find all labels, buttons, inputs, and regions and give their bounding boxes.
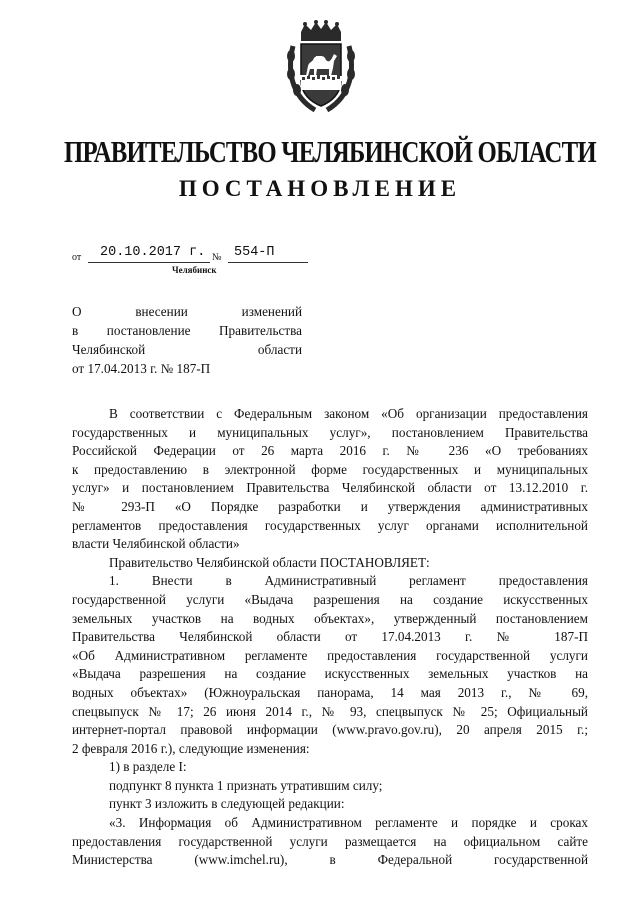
body-line: 2 февраля 2016 г.), следующие изменения:: [72, 740, 310, 756]
body-line: Правительства Челябинской области от 17.04.2013 г. № 187-П: [72, 629, 588, 645]
body-line: Министерства (www.imchel.ru), в Федеральной государственной: [72, 852, 588, 868]
document-number: 554-П: [234, 245, 275, 260]
body-line: услуг» и постановлением Правительства Челябинской области от 13.12.2010 г.: [72, 480, 588, 496]
body-line: подпункт 8 пункта 1 признать утратившим силу;: [109, 777, 383, 793]
date-prefix: от: [72, 252, 82, 263]
coat-of-arms-icon: [285, 20, 357, 112]
body-line: земельных участков на водных объектах», утвержденный постановлением: [72, 610, 588, 626]
body-line: № 293-П «О Порядке разработки и утверждения административных: [72, 498, 588, 514]
body-line: государственных и муниципальных услуг», постановлением Правительства: [72, 424, 588, 440]
body-line: Правительство Челябинской области ПОСТАНОВЛЯЕТ:: [109, 554, 430, 570]
subject-block: [72, 302, 302, 378]
body-line: В соответствии с Федеральным законом «Об организации предоставления: [109, 406, 588, 421]
body-line: «Выдача разрешения на создание искусственных земельных участков на: [72, 666, 588, 682]
date-underline: [88, 262, 210, 263]
body-line: государственной услуги «Выдача разрешения на создание искусственных: [72, 591, 588, 607]
subject-line: О внесении изменений: [72, 304, 302, 319]
body-line: «Об Административном регламенте предоставления государственной услуги: [72, 647, 588, 663]
document-type: ПОСТАНОВЛЕНИЕ: [178, 176, 462, 201]
government-title: ПРАВИТЕЛЬСТВО ЧЕЛЯБИНСКОЙ ОБЛАСТИ: [64, 134, 596, 169]
body-line: «3. Информация об Административном регламенте и порядке и сроках: [109, 815, 588, 831]
body-line: власти Челябинской области»: [72, 536, 240, 552]
city-label: Челябинск: [172, 265, 217, 275]
body-text: [72, 405, 588, 870]
body-line: регламентов предоставления государственных услуг органами исполнительной: [72, 517, 588, 533]
body-line: 1) в разделе I:: [109, 759, 187, 775]
body-line: предоставления государственной услуги размещается на официальном сайте: [72, 833, 588, 849]
body-line: пункт 3 изложить в следующей редакции:: [109, 796, 345, 812]
body-line: Российской Федерации от 26 марта 2016 г. № 236 «О требованиях: [72, 443, 588, 459]
subject-line: от 17.04.2013 г. № 187-П: [72, 361, 211, 376]
body-line: интернет-портал правовой информации (www.pravo.gov.ru), 20 апреля 2015 г.;: [72, 722, 588, 738]
subject-line: в постановление Правительства: [72, 323, 302, 338]
body-line: к предоставлению в электронной форме государственных и муниципальных: [72, 461, 588, 477]
subject-line: Челябинской области: [72, 342, 302, 357]
number-prefix: №: [212, 252, 222, 263]
body-line: спецвыпуск № 17; 26 июня 2014 г., № 93, спецвыпуск № 25; Официальный: [72, 703, 588, 719]
document-date: 20.10.2017 г.: [100, 245, 206, 260]
body-line: водных объектах» (Южноуральская панорама, 14 мая 2013 г., № 69,: [72, 684, 588, 700]
number-underline: [228, 262, 308, 263]
body-line: 1. Внести в Административный регламент предоставления: [109, 573, 588, 589]
